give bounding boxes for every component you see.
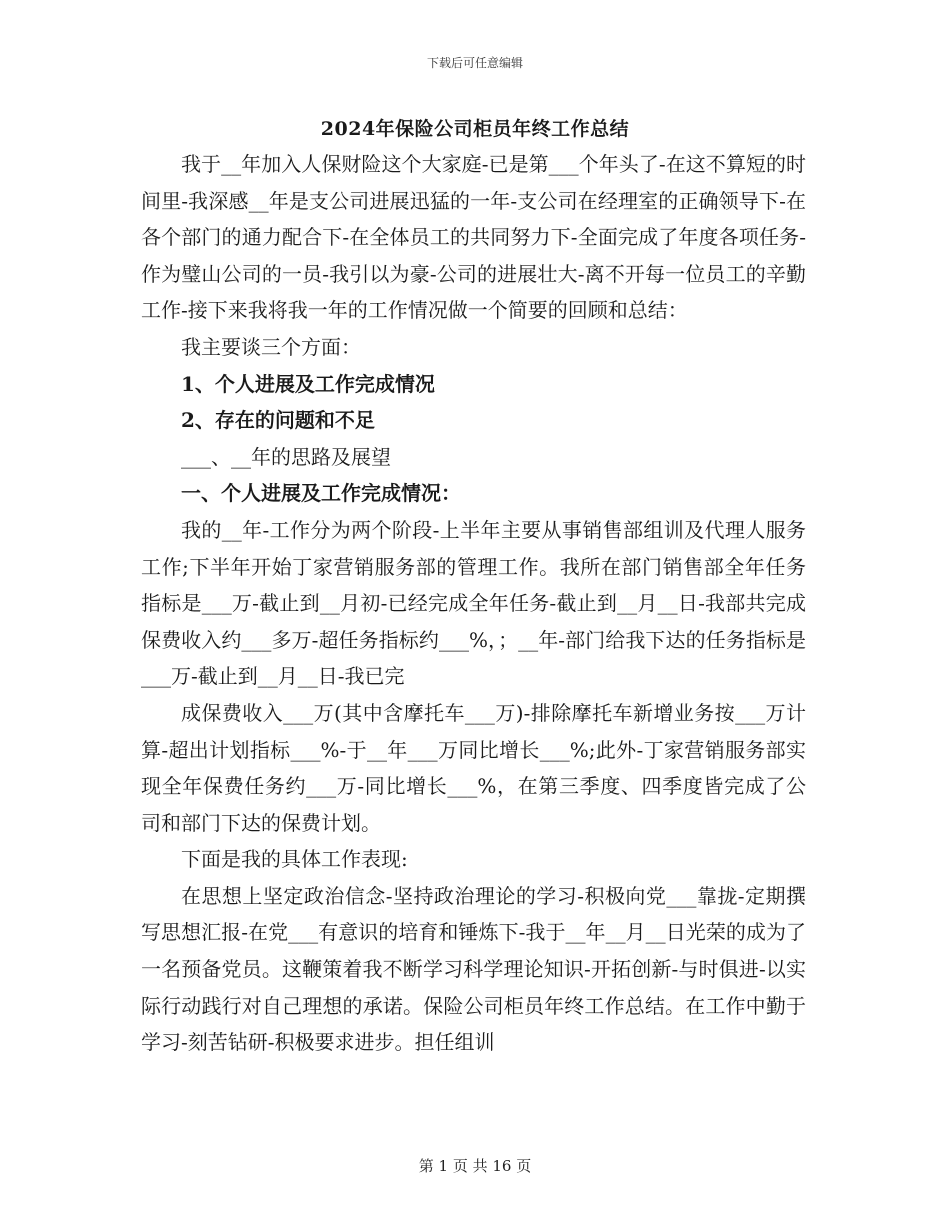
paragraph-performance-intro: 下面是我的具体工作表现:	[181, 847, 408, 872]
document-title: 2024年保险公司柜员年终工作总结	[320, 118, 630, 140]
paragraph-political-thought: 在思想上坚定政治信念-坚持政治理论的学习-积极向党___靠拢-定期撰写思想汇报-在党___有意识的培育和锤炼下-我于__年__月__日光荣的成为了一名预备党员。这鞭策着我不断学习科学理论知识-开拓创新-与时俱进-以实际行动践行对自己理想的承诺。保险公司柜员年终工作总结。在工作中勤于学习-刻苦钻研-积极要求进步。担任组训	[141, 883, 806, 1055]
paragraph-three-aspects: 我主要谈三个方面：	[181, 334, 361, 359]
page-number: 第 1 页 共 16 页	[418, 1157, 532, 1175]
document-body	[141, 146, 806, 1061]
paragraph-premium-income: 成保费收入___万(其中含摩托车___万)-排除摩托车新增业务按___万计算-超出计划指标___%-于__年___万同比增长___%;此外-丁家营销服务部实现全年保费任务约___万-同比增长___%，在第三季度、四季度皆完成了公司和部门下达的保费计划。	[141, 700, 806, 835]
section-heading-1: 一、个人进展及工作完成情况：	[181, 481, 461, 506]
list-item-1: 1、个人进展及工作完成情况	[181, 371, 435, 396]
header-note: 下载后可任意编辑	[426, 56, 523, 70]
paragraph-work-stages: 我的__年-工作分为两个阶段-上半年主要从事销售部组训及代理人服务工作;下半年开始丁家营销服务部的管理工作。我所在部门销售部全年任务指标是___万-截止到__月初-已经完成全年任务-截止到__月__日-我部共完成保费收入约___多万-超任务指标约___%，；__年-部门给我下达的任务指标是___万-截止到__月__日-我已完	[141, 517, 806, 689]
paragraph-intro: 我于__年加入人保财险这个大家庭-已是第___个年头了-在这不算短的时间里-我深感__年是支公司进展迅猛的一年-支公司在经理室的正确领导下-在各个部门的通力配合下-在全体员工的共同努力下-全面完成了年度各项任务-作为璧山公司的一员-我引以为豪-公司的进展壮大-离不开每一位员工的辛勤工作-接下来我将我一年的工作情况做一个简要的回顾和总结：	[141, 152, 806, 323]
list-item-3: ___、__年的思路及展望	[181, 444, 391, 469]
list-item-2: 2、存在的问题和不足	[181, 408, 375, 433]
